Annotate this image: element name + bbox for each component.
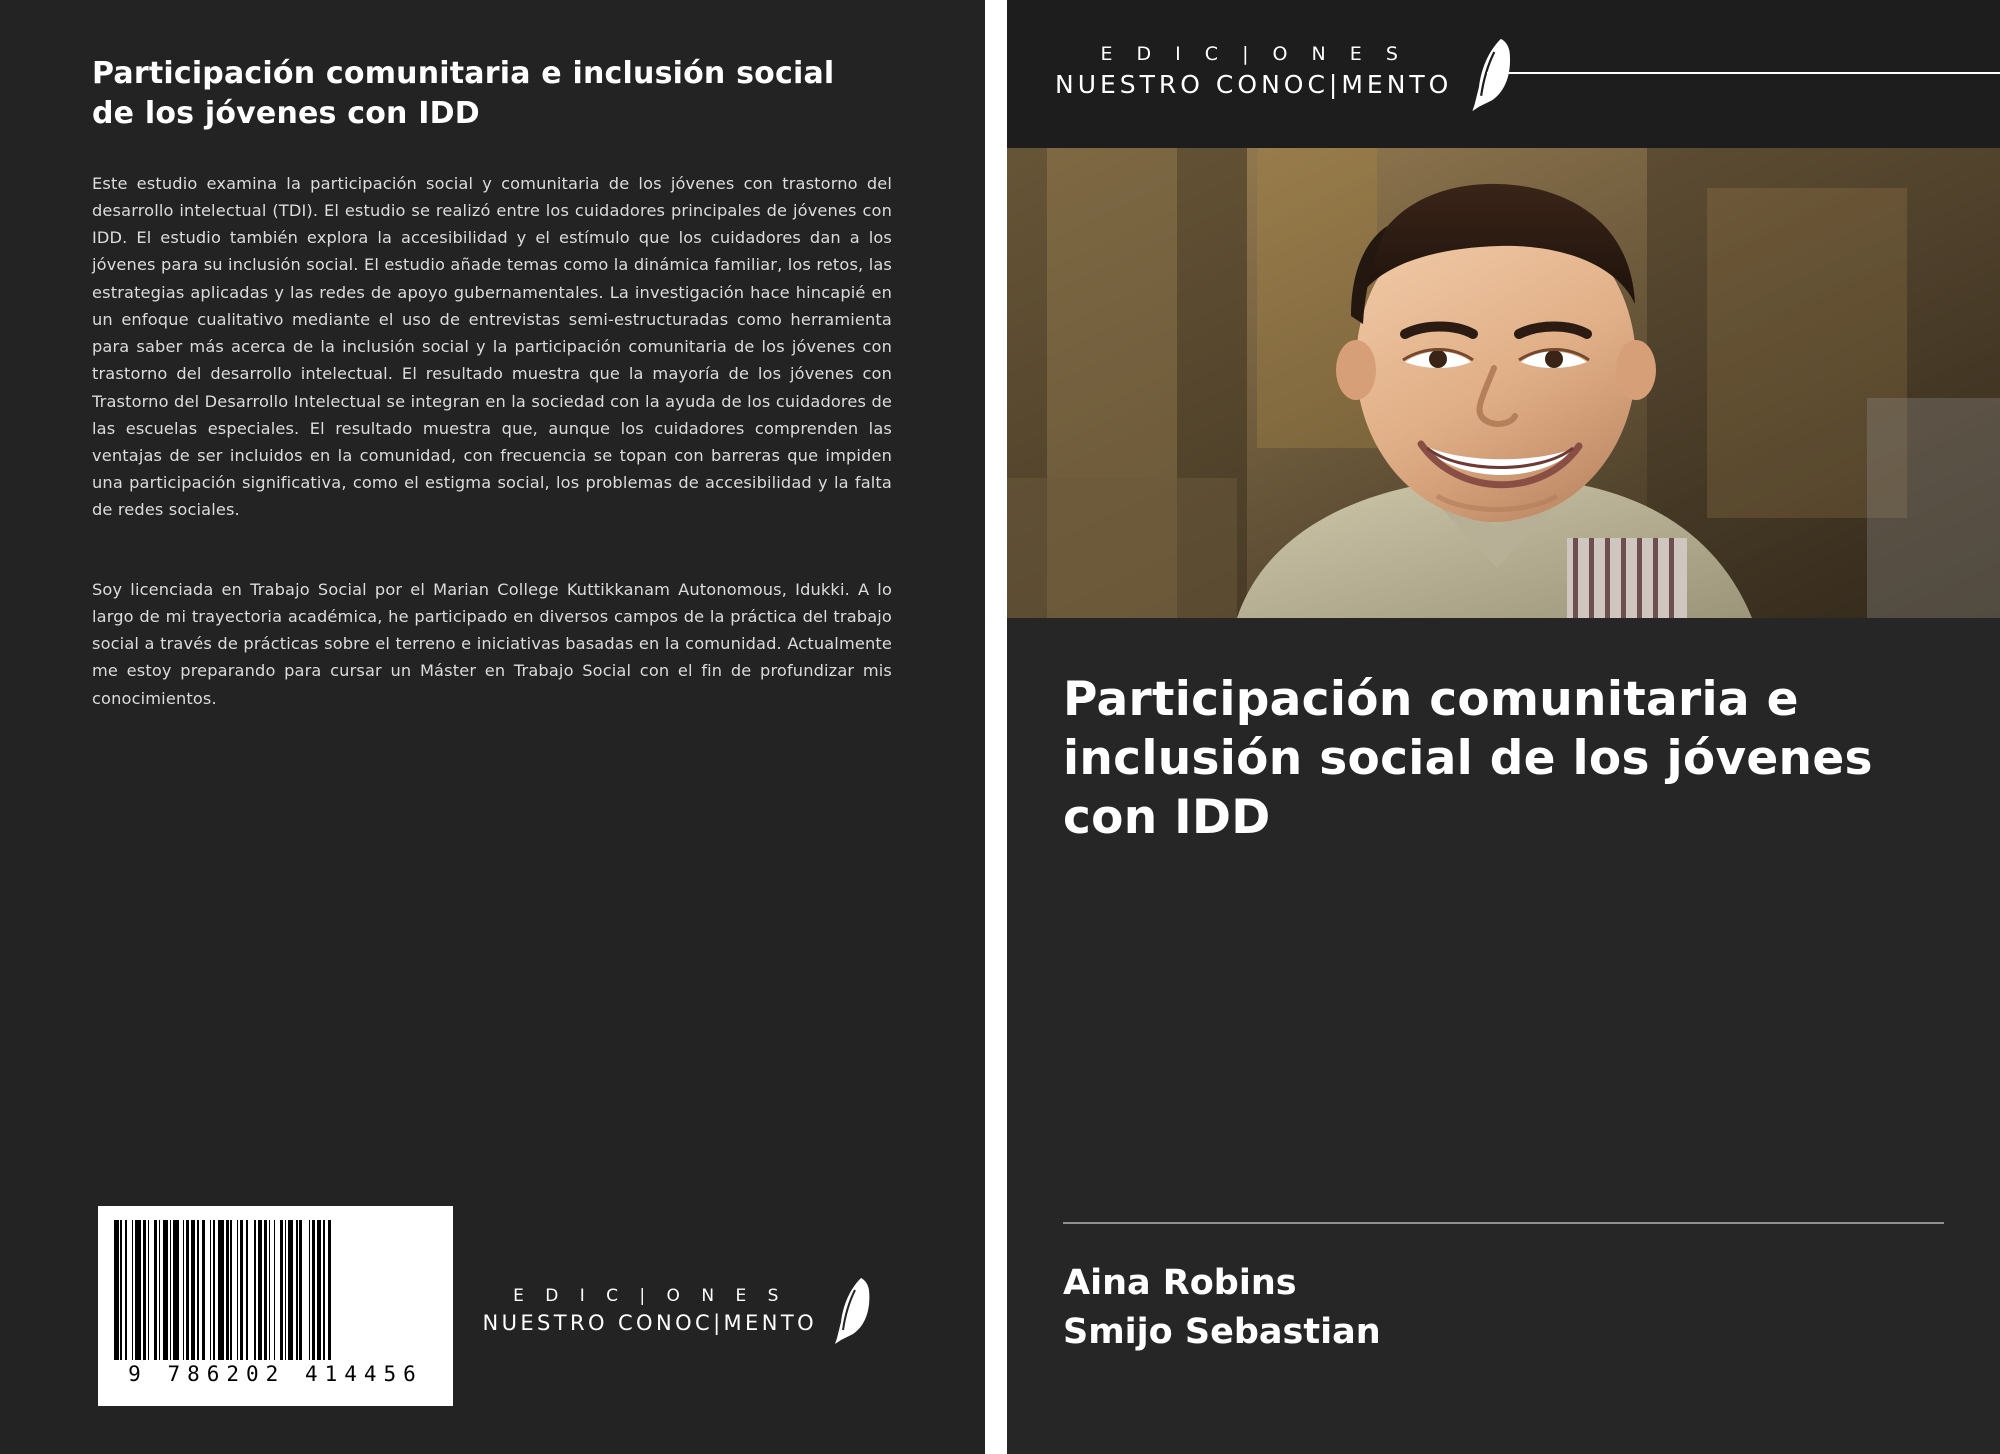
quill-pen-icon-front [1468,36,1510,106]
header-divider [1487,72,2000,74]
spine [985,0,1007,1454]
publisher-logo-front [1055,36,1510,106]
barcode [98,1206,453,1406]
back-cover-author-bio: Soy licenciada en Trabajo Social por el Marian College Kuttikkanam Autonomous, Idukki. A lo largo de mi trayectoria académica, he participado en diversos campos de la práctica del trabajo social a través de prácticas sobre el terreno e iniciativas basadas en la comunidad. Actualmente me estoy preparando para cursar un Máster en Trabajo Social con el fin de profundizar mis conocimientos. [92,579,892,708]
back-cover-title: Participación comunitaria e inclusión social de los jóvenes con IDD [92,56,835,131]
publisher-logo-text [482,1288,817,1334]
publisher-name-line1-front: E D I C | O N E S [1100,43,1407,65]
publisher-logo-back [482,1276,873,1346]
front-cover-title: Participación comunitaria e inclusión social de los jóvenes con IDD [1063,672,1873,846]
author-divider [1063,1222,1944,1224]
publisher-name-line2-front: NUESTRO CONOC|MENTO [1055,70,1453,99]
publisher-name-line2: NUESTRO CONOC|MENTO [482,1311,817,1335]
author-name-2: Smijo Sebastian [1063,1312,1381,1353]
author-name-1: Aina Robins [1063,1262,1297,1303]
front-cover [1007,0,2000,1454]
quill-pen-icon [831,1276,873,1346]
back-cover [0,0,985,1454]
publisher-name-line1: E D I C | O N E S [513,1286,787,1306]
back-cover-abstract: Este estudio examina la participación social y comunitaria de los jóvenes con trastorno del desarrollo intelectual (TDI). El estudio se realizó entre los cuidadores principales de jóvenes con IDD. El estudio también explora la accesibilidad y el estímulo que los cuidadores dan a los jóvenes para su inclusión social. El estudio añade temas como la dinámica familiar, los retos, las estrategias aplicadas y las redes de apoyo gubernamentales. La investigación hace hincapié en un enfoque cualitativo mediante el uso de entrevistas semi-estructuradas como herramienta para saber más acerca de la inclusión social y la participación comunitaria de los jóvenes con trastorno del desarrollo intelectual. El resultado muestra que la mayoría de los jóvenes con Trastorno del Desarrollo Intelectual se integran en la sociedad con la ayuda de los cuidadores de las escuelas especiales. El resultado muestra que, aunque los cuidadores comprenden las ventajas de ser incluidos en la comunidad, con frecuencia se topan con barreras que impiden una participación significativa, como el estigma social, los problemas de accesibilidad y la falta de redes sociales. [92,173,892,520]
front-cover-header [1007,0,2000,148]
publisher-logo-text-front [1055,45,1452,97]
front-cover-body [1007,618,2000,848]
cover-photograph [1007,148,2000,618]
author-names [1063,1259,1381,1358]
barcode-bars [114,1220,437,1360]
barcode-digits: 9 786202 414456 [128,1362,423,1386]
